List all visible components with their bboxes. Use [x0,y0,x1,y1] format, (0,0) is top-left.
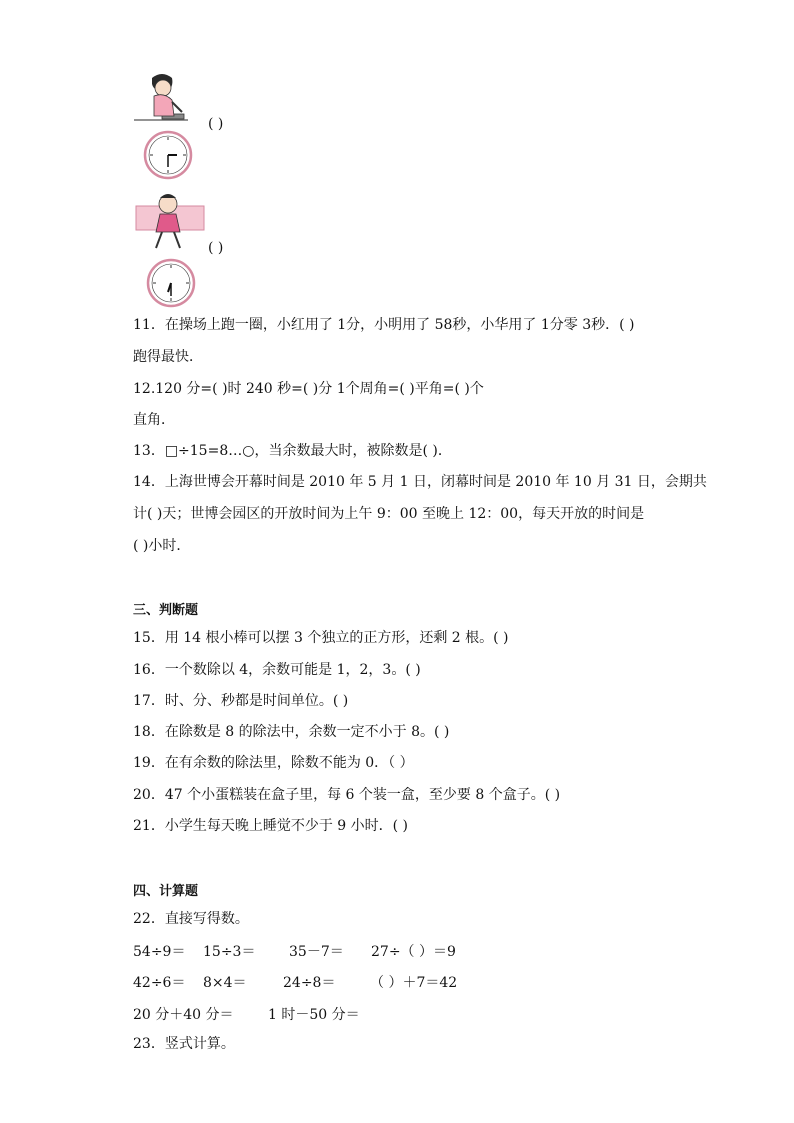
boy-writing-illustration [132,70,190,126]
question-15: 15．用 14 根小棒可以摆 3 个独立的正方形，还剩 2 根。( ) [133,630,509,646]
boy-answer-blank[interactable]: ( ) [208,116,224,132]
calc-r2-c2: 8×4＝ [203,975,247,991]
clock-1-icon [143,130,193,180]
calc-r2-c3: 24÷8＝ [283,975,336,991]
calc-r3-c1: 20 分＋40 分＝ [133,1007,234,1023]
calc-r1-c1: 54÷9＝ [133,944,186,960]
girl-walking-illustration [134,192,206,254]
question-14-line-3: ( )小时． [133,538,191,554]
question-12-line-1: 12.120 分=( )时 240 秒=( )分 1个周角=( )平角=( )个 [133,381,484,397]
question-21: 21．小学生每天晚上睡觉不少于 9 小时．( ) [133,818,408,834]
calc-r2-c1: 42÷6＝ [133,975,186,991]
calc-r1-c3: 35－7＝ [289,944,344,960]
question-13: 13．□÷15=8…○，当余数最大时，被除数是( )． [133,443,452,459]
question-14-line-2: 计( )天；世博会园区的开放时间为上午 9：00 至晚上 12：00，每天开放的时间是 [133,506,645,522]
calc-r1-c2: 15÷3＝ [203,944,256,960]
section-4-heading: 四、计算题 [133,884,199,899]
clock-2-icon [146,258,196,308]
question-17: 17．时、分、秒都是时间单位。( ) [133,693,349,709]
section-3-heading: 三、判断题 [133,603,199,618]
question-11-line-2: 跑得最快． [133,349,203,365]
question-20: 20．47 个小蛋糕装在盒子里，每 6 个装一盒，至少要 8 个盒子。( ) [133,787,561,803]
question-14-line-1: 14．上海世博会开幕时间是 2010 年 5 月 1 日，闭幕时间是 2010 年 10 月 31 日，会期共 [133,474,707,490]
calc-r2-c4: （ ）＋7＝42 [370,975,458,991]
question-11-line-1: 11．在操场上跑一圈，小红用了 1分，小明用了 58秒，小华用了 1分零 3秒．( ) [133,317,635,333]
calc-r3-c2: 1 时－50 分＝ [268,1007,360,1023]
question-22: 22．直接写得数。 [133,911,249,927]
girl-answer-blank[interactable]: ( ) [208,240,224,256]
question-19: 19．在有余数的除法里，除数不能为 0．（ ） [133,755,414,771]
question-16: 16．一个数除以 4，余数可能是 1，2，3。( ) [133,662,421,678]
calc-r1-c4: 27÷（ ）＝9 [371,944,456,960]
question-23: 23．竖式计算。 [133,1036,235,1052]
question-12-line-2: 直角． [133,412,175,428]
question-18: 18．在除数是 8 的除法中，余数一定不小于 8。( ) [133,724,450,740]
